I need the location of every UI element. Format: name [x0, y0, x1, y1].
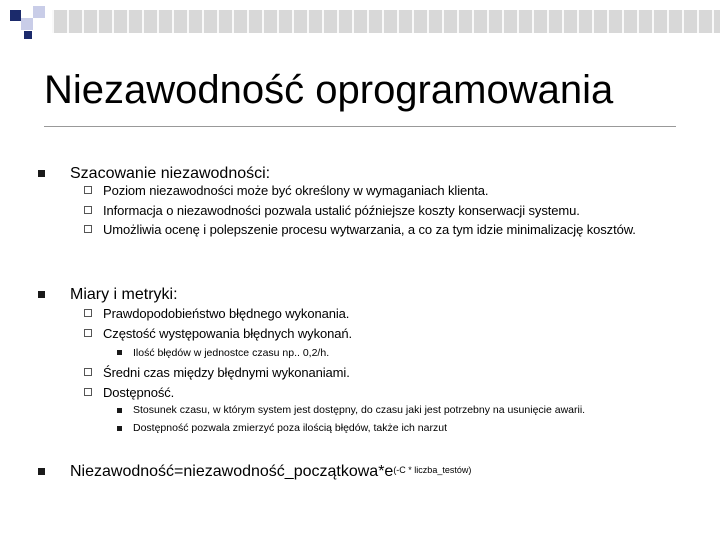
checkbox-bullet-icon	[84, 329, 92, 337]
bullet-square-icon	[38, 291, 45, 298]
checkbox-bullet-icon	[84, 388, 92, 396]
reliability-formula	[70, 462, 471, 482]
corner-square-light-1	[21, 18, 33, 30]
section-heading-szacowanie: Szacowanie niezawodności:	[70, 165, 271, 182]
title-divider	[44, 126, 676, 127]
bullet-small-square-icon	[117, 350, 122, 355]
header-stripe-bar	[52, 10, 720, 33]
bullet-square-icon	[38, 170, 45, 177]
list-item: Poziom niezawodności może być określony w wymaganiach klienta.	[103, 183, 489, 198]
bullet-small-square-icon	[117, 408, 122, 413]
list-item: Średni czas między błędnymi wykonaniami.	[103, 365, 350, 380]
list-item: Częstość występowania błędnych wykonań.	[103, 326, 353, 341]
checkbox-bullet-icon	[84, 206, 92, 214]
sub-list-item: Stosunek czasu, w którym system jest dostępny, do czasu jaki jest potrzebny na usunięcie awarii.	[133, 404, 586, 416]
list-item: Umożliwia ocenę i polepszenie procesu wytwarzania, a co za tym idzie minimalizację kosztów.	[103, 222, 636, 237]
slide-title: Niezawodność oprogramowania	[44, 68, 614, 112]
checkbox-bullet-icon	[84, 186, 92, 194]
formula-base: Niezawodność=niezawodność_początkowa*e	[70, 463, 394, 480]
sub-list-item: Dostępność pozwala zmierzyć poza ilością błędów, także ich narzut	[133, 422, 447, 434]
sub-list-item: Ilość błędów w jednostce czasu np.. 0,2/h.	[133, 347, 330, 359]
corner-square-dark-2	[24, 31, 32, 39]
checkbox-bullet-icon	[84, 309, 92, 317]
bullet-small-square-icon	[117, 426, 122, 431]
bullet-square-icon	[38, 468, 45, 475]
list-item: Dostępność.	[103, 385, 175, 400]
corner-square-light-2	[33, 6, 45, 18]
section-heading-miary: Miary i metryki:	[70, 286, 178, 303]
checkbox-bullet-icon	[84, 368, 92, 376]
list-item: Prawdopodobieństwo błędnego wykonania.	[103, 306, 350, 321]
list-item: Informacja o niezawodności pozwala ustalić późniejsze koszty konserwacji systemu.	[103, 203, 580, 218]
checkbox-bullet-icon	[84, 225, 92, 233]
corner-square-dark-1	[10, 10, 21, 21]
formula-exponent: (-C * liczba_testów)	[393, 465, 472, 475]
